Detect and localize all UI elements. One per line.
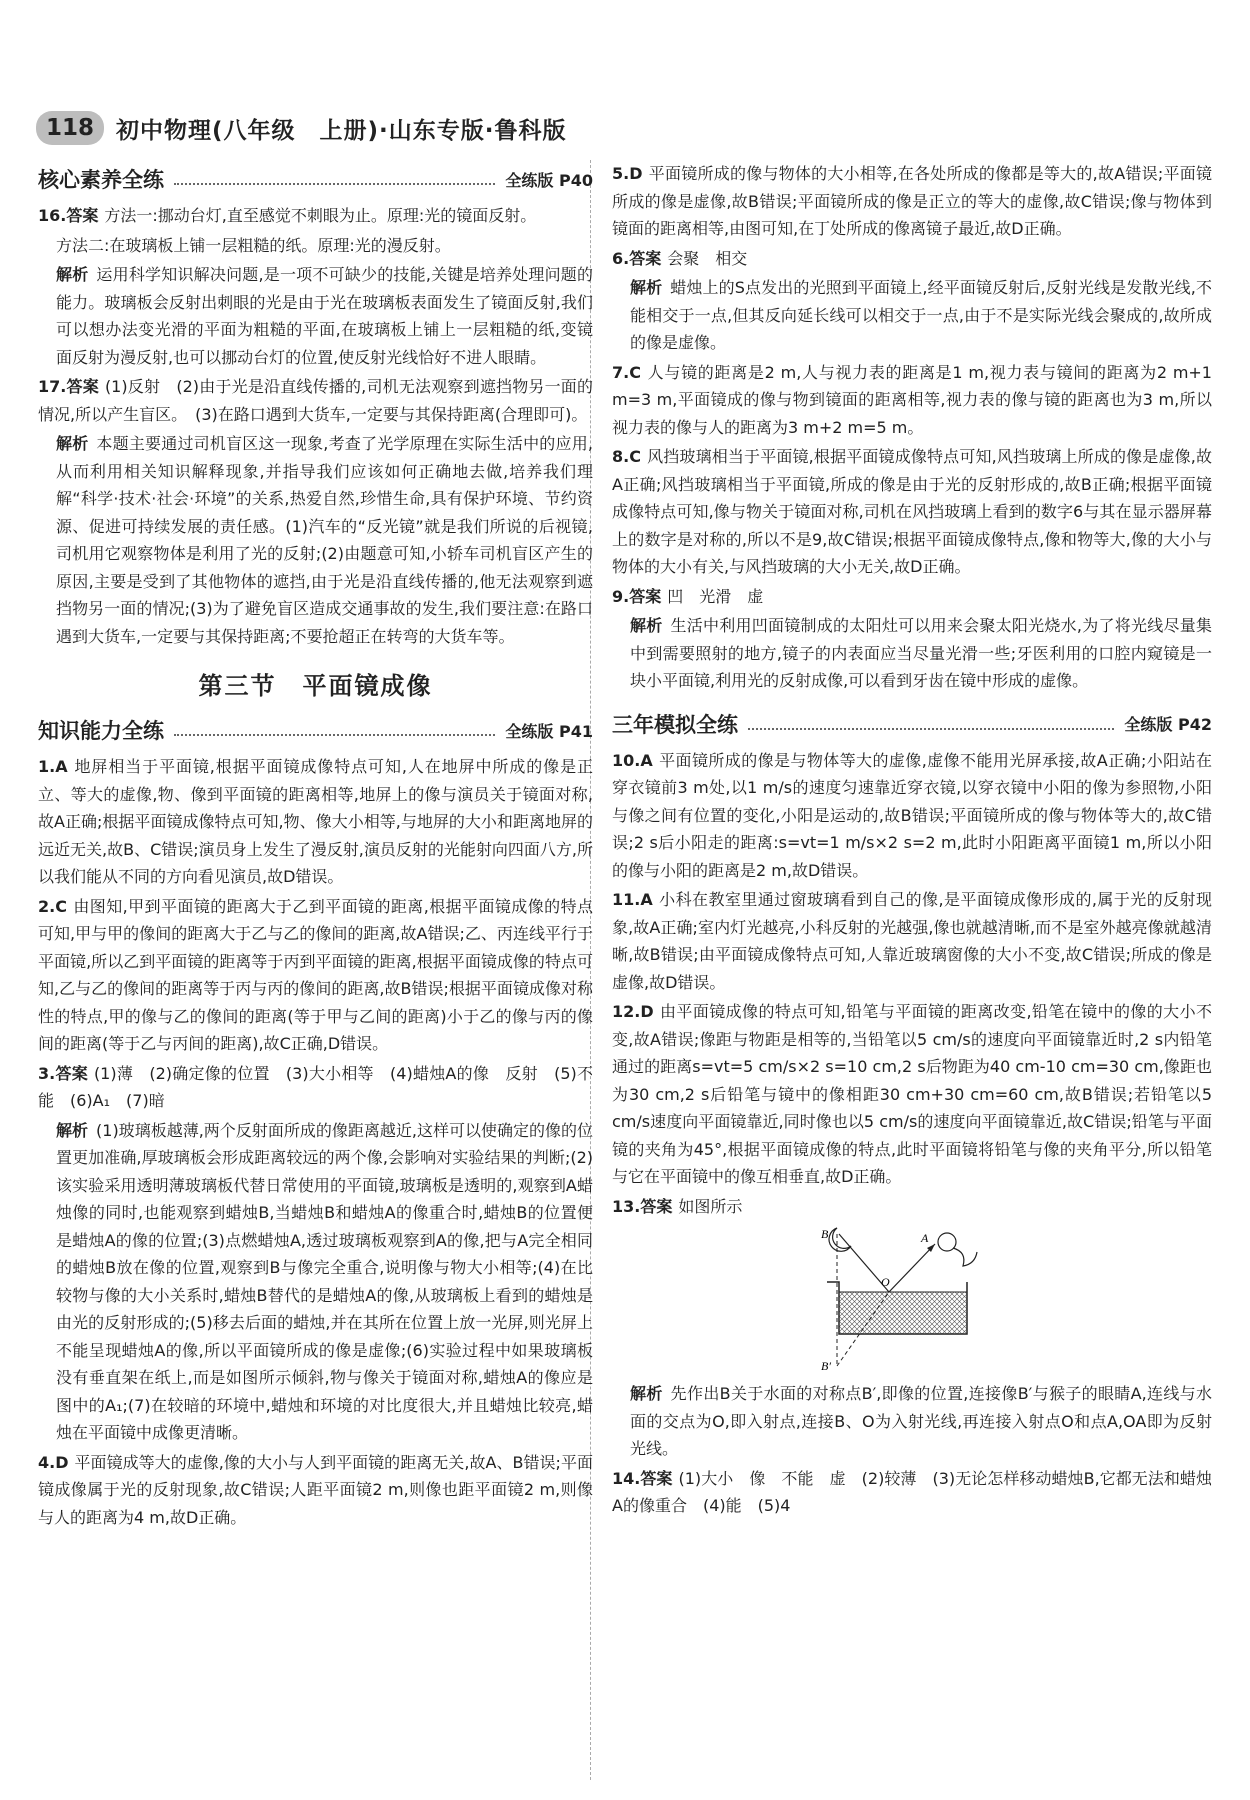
answer-item (38, 202, 593, 230)
item-number: 3.答案 (38, 1063, 88, 1083)
analysis-text: 运用科学知识解决问题,是一项不可缺少的技能,关键是培养处理问题的能力。玻璃板会反射出刺眼的光是由于光在玻璃板表面发生了镜面反射,我们可以想办法变光滑的平面为粗糙的平面,在玻璃板上铺上一层粗糙的纸,变镜面反射为漫反射,也可以挪动台灯的位置,使反射光线恰好不进人眼睛。 (56, 265, 593, 367)
section-title: 核心素养全练 (38, 168, 164, 192)
item-number: 8.C (612, 447, 641, 466)
page-number: 118 (36, 111, 104, 145)
answer-item (612, 747, 1212, 885)
label-o: O (881, 1275, 890, 1289)
analysis-label: 解析 (56, 434, 89, 453)
analysis (612, 612, 1212, 695)
answer-item (612, 886, 1212, 996)
item-number: 2.C (38, 896, 67, 916)
answer-item (612, 443, 1212, 581)
answer-item (612, 1193, 1212, 1221)
item-text: 会聚 相交 (667, 248, 748, 268)
item-text: (1)反射 (2)由于光是沿直线传播的,司机无法观察到遮挡物另一面的情况,所以产生盲区。 (3)在路口遇到大货车,一定要与其保持距离(合理即可)。 (38, 377, 593, 424)
item-text: 人与镜的距离是2 m,人与视力表的距离是1 m,视力表与镜间的距离为2 m+1 m=3 m,平面镜成的像与物到镜面的距离相等,视力表的像与镜的距离也为3 m,所以视力表的像与人的距离为3 m+2 m=5 m。 (612, 362, 1212, 437)
answer-item (612, 583, 1212, 611)
analysis (38, 261, 593, 371)
item-number: 14.答案 (612, 1468, 673, 1488)
item-number: 4.D (38, 1452, 69, 1472)
item-number: 11.A (612, 890, 653, 909)
analysis-text: 先作出B关于水面的对称点B′,即像的位置,连接像B′与猴子的眼睛A,连线与水面的交点为O,即入射点,连接B、O为入射光线,再连接入射点O和点A,OA即为反射光线。 (630, 1384, 1212, 1458)
analysis (38, 430, 593, 650)
analysis-label: 解析 (56, 265, 89, 284)
item-number: 5.D (612, 164, 643, 183)
analysis-text: 蜡烛上的S点发出的光照到平面镜上,经平面镜反射后,反射光线是发散光线,不能相交于一点,但其反向延长线可以相交于一点,由于不是实际光线会聚成的,故所成的像是虚像。 (630, 278, 1212, 352)
analysis (38, 1117, 593, 1447)
answer-item (38, 373, 593, 428)
analysis-label: 解析 (56, 1120, 89, 1140)
item-text: 风挡玻璃相当于平面镜,根据平面镜成像特点可知,风挡玻璃上所成的像是虚像,故A正确;风挡玻璃相当于平面镜,所成的像是由于光的反射形成的,故B正确;根据平面镜成像特点可知,像与物关于镜面对称,司机在风挡玻璃上看到的数字6与其在显示器屏幕上的数字是对称的,所以不是9,故C错误;根据平面镜成像特点,像和物等大,像的大小与物体的大小有关,与风挡玻璃的大小无关,故D正确。 (612, 447, 1212, 576)
item-number: 12.D (612, 1002, 654, 1021)
dot-leader (748, 718, 1114, 730)
reflected-ray (889, 1244, 935, 1292)
analysis-label: 解析 (630, 616, 663, 635)
item-number: 7.C (612, 362, 641, 382)
answer-item (612, 1465, 1212, 1520)
item-number: 16.答案 (38, 206, 99, 225)
answer-item (38, 753, 593, 891)
dot-leader (174, 173, 495, 185)
analysis-text: (1)玻璃板越薄,两个反射面所成的像距离越近,这样可以使确定的像的位置更加准确,厚玻璃板会形成距离较远的两个像,会影响对实验结果的判断;(2)该实验采用透明薄玻璃板代替日常使用的平面镜,玻璃板是透明的,观察到A蜡烛像的同时,也能观察到蜡烛B,当蜡烛B和蜡烛A的像重合时,蜡烛B的位置便是蜡烛A的像的位置;(3)点燃蜡烛A,透过玻璃板观察到A的像,把与A完全相同的蜡烛B放在像的位置,观察到B与像完全重合,说明像与物大小相等;(4)在比较物与像的大小关系时,蜡烛B替代的是蜡烛A的像,从玻璃板上看到的蜡烛是由光的反射形成的;(5)移去后面的蜡烛,并在其所在位置上放一光屏,则光屏上不能呈现蜡烛A的像,所以平面镜所成的像是虚像;(6)实验过程中如果玻璃板没有垂直架在纸上,而是如图所示倾斜,物与像关于镜面对称,蜡烛A的像应是图中的A₁;(7)在较暗的环境中,蜡烛和环境的对比度很大,并且蜡烛比较亮,蜡烛在平面镜中成像更清晰。 (56, 1120, 593, 1442)
reflection-diagram (817, 1224, 997, 1374)
item-text: 凹 光滑 虚 (667, 586, 764, 606)
moon-icon (829, 1228, 851, 1251)
item-number: 1.A (38, 757, 68, 776)
item-text: (1)大小 像 不能 虚 (2)较薄 (3)无论怎样移动蜡烛B,它都无法和蜡烛A的像重合 (4)能 (5)4 (612, 1468, 1212, 1515)
label-b-prime: B′ (821, 1359, 831, 1373)
answer-item (38, 893, 593, 1058)
analysis-label: 解析 (630, 1384, 663, 1403)
answer-item (38, 1060, 593, 1115)
dot-leader (174, 724, 495, 736)
section-ref: 全练版 P40 (505, 170, 593, 190)
item-text: (1)薄 (2)确定像的位置 (3)大小相等 (4)蜡烛A的像 反射 (5)不能 (6)A₁ (7)暗 (38, 1063, 593, 1110)
answer-item (612, 998, 1212, 1191)
section-ref: 全练版 P41 (505, 721, 593, 741)
answer-text: 方法二:在玻璃板上铺一层粗糙的纸。原理:光的漫反射。 (56, 235, 451, 255)
section-heading (612, 709, 1212, 739)
item-text: 平面镜所成的像与物体的大小相等,在各处所成的像都是等大的,故A错误;平面镜所成的像是虚像,故B错误;平面镜所成的像是正立的等大的虚像,故C错误;像与物体到镜面的距离相等,由图可知,在丁处所成的像离镜子最近,故D正确。 (612, 164, 1212, 238)
item-number: 9.答案 (612, 586, 662, 606)
book-title: 初中物理(八年级 上册)·山东专版·鲁科版 (116, 117, 567, 144)
item-text: 小科在教室里通过窗玻璃看到自己的像,是平面镜成像形成的,属于光的反射现象,故A正确;室内灯光越亮,小科反射的光越强,像也就越清晰,而不是室外越亮像就越清晰,故B错误;由平面镜成像特点可知,人靠近玻璃窗像的大小不变,故C错误;所成的像是虚像,故D错误。 (612, 890, 1212, 992)
analysis-text: 生活中利用凹面镜制成的太阳灶可以用来会聚太阳光烧水,为了将光线尽量集中到需要照射的地方,镜子的内表面应当尽量光滑一些;牙医利用的口腔内窥镜是一块小平面镜,利用光的反射成像,可以看到牙齿在镜中形成的虚像。 (630, 616, 1212, 690)
item-number: 13.答案 (612, 1196, 673, 1216)
chapter-subtitle: 第三节 平面镜成像 (198, 672, 433, 700)
analysis-label: 解析 (630, 278, 663, 297)
item-text: 方法一:挪动台灯,直至感觉不刺眼为止。原理:光的镜面反射。 (104, 206, 537, 225)
analysis (612, 274, 1212, 357)
section-ref: 全练版 P42 (1124, 715, 1212, 734)
item-text: 由平面镜成像的特点可知,铅笔与平面镜的距离改变,铅笔在镜中的像的大小不变,故A错误;像距与物距是相等的,当铅笔以5 cm/s的速度向平面镜靠近时,2 s内铅笔通过的距离s=vt=5 cm/s×2 s=10 cm,2 s后物距为40 cm-10 cm=30 cm,像距也为30 cm,2 s后铅笔与镜中的像相距30 cm+30 cm=60 cm,故B错误;若铅笔以5 cm/s速度向平面镜靠近,同时像也以5 cm/s的速度向平面镜靠近,故C错误;铅笔与平面镜的夹角为45°,根据平面镜成像的特点,此时平面镜将铅笔与像的夹角平分,所以铅笔与它在平面镜中的像互相垂直,故D正确。 (612, 1002, 1212, 1186)
water-surface (839, 1292, 967, 1334)
item-number: 17.答案 (38, 377, 99, 396)
answer-item (612, 245, 1212, 273)
item-number: 10.A (612, 750, 653, 770)
label-a: A (921, 1231, 929, 1245)
left-column (38, 160, 593, 1533)
answer-item (612, 359, 1212, 442)
item-text: 平面镜成等大的虚像,像的大小与人到平面镜的距离无关,故A、B错误;平面镜成像属于光的反射现象,故C错误;人距平面镜2 m,则像也距平面镜2 m,则像与人的距离为4 m,故D正确。 (38, 1452, 593, 1527)
analysis-text: 本题主要通过司机盲区这一现象,考查了光学原理在实际生活中的应用,从而利用相关知识解释现象,并指导我们应该如何正确地去做,培养我们理解“科学·技术·社会·环境”的关系,热爱自然,珍惜生命,具有保护环境、节约资源、促进可持续发展的责任感。(1)汽车的“反光镜”就是我们所说的后视镜,司机用它观察物体是利用了光的反射;(2)由题意可知,小轿车司机盲区产生的原因,主要是受到了其他物体的遮挡,由于光是沿直线传播的,他无法观察到遮挡物另一面的情况;(3)为了避免盲区造成交通事故的发生,我们要注意:在路口遇到大货车,一定要与其保持距离;不要抢超正在转弯的大货车等。 (56, 434, 593, 646)
section-title: 知识能力全练 (38, 719, 164, 743)
right-column (612, 160, 1212, 1522)
item-text: 由图知,甲到平面镜的距离大于乙到平面镜的距离,根据平面镜成像的特点可知,甲与甲的像间的距离大于乙与乙的像间的距离,故A错误;乙、丙连线平行于平面镜,所以乙到平面镜的距离等于丙到平面镜的距离,根据平面镜成像的特点可知,乙与乙的像间的距离等于丙与丙的像间的距离,故B错误;根据平面镜成像对称性的特点,甲的像与乙的像间的距离(等于甲与乙间的距离)小于乙的像与丙的像间的距离(等于乙与丙间的距离),故C正确,D错误。 (38, 896, 593, 1053)
section-heading (38, 715, 593, 745)
item-text: 平面镜所成的像是与物体等大的虚像,虚像不能用光屏承接,故A正确;小阳站在穿衣镜前3 m处,以1 m/s的速度匀速靠近穿衣镜,以穿衣镜中小阳的像为参照物,小阳与像之间有位置的变化,小阳是运动的,故B错误;平面镜所成的像与物体等大的,故C错误;2 s后小阳走的距离:s=vt=1 m/s×2 s=2 m,此时小阳距离平面镜1 m,所以小阳的像与小阳的距离是2 m,故D错误。 (612, 750, 1212, 880)
item-text: 地屏相当于平面镜,根据平面镜成像特点可知,人在地屏中所成的像是正立、等大的虚像,物、像到平面镜的距离相等,地屏上的像与演员关于镜面对称,故A正确;根据平面镜成像特点可知,物、像大小相等,与地屏的大小和距离地屏的远近无关,故B、C错误;演员身上发生了漫反射,演员反射的光能射向四面八方,所以我们能从不同的方向看见演员,故D错误。 (38, 757, 593, 886)
label-b: B (821, 1227, 829, 1241)
section-heading (38, 164, 593, 194)
section-title: 三年模拟全练 (612, 712, 738, 737)
analysis (612, 1380, 1212, 1463)
monkey-body (953, 1248, 977, 1266)
item-number: 6.答案 (612, 248, 662, 268)
answer-item (612, 160, 1212, 243)
answer-item (38, 1449, 593, 1532)
page-header (36, 108, 567, 148)
item-text: 如图所示 (678, 1196, 743, 1216)
